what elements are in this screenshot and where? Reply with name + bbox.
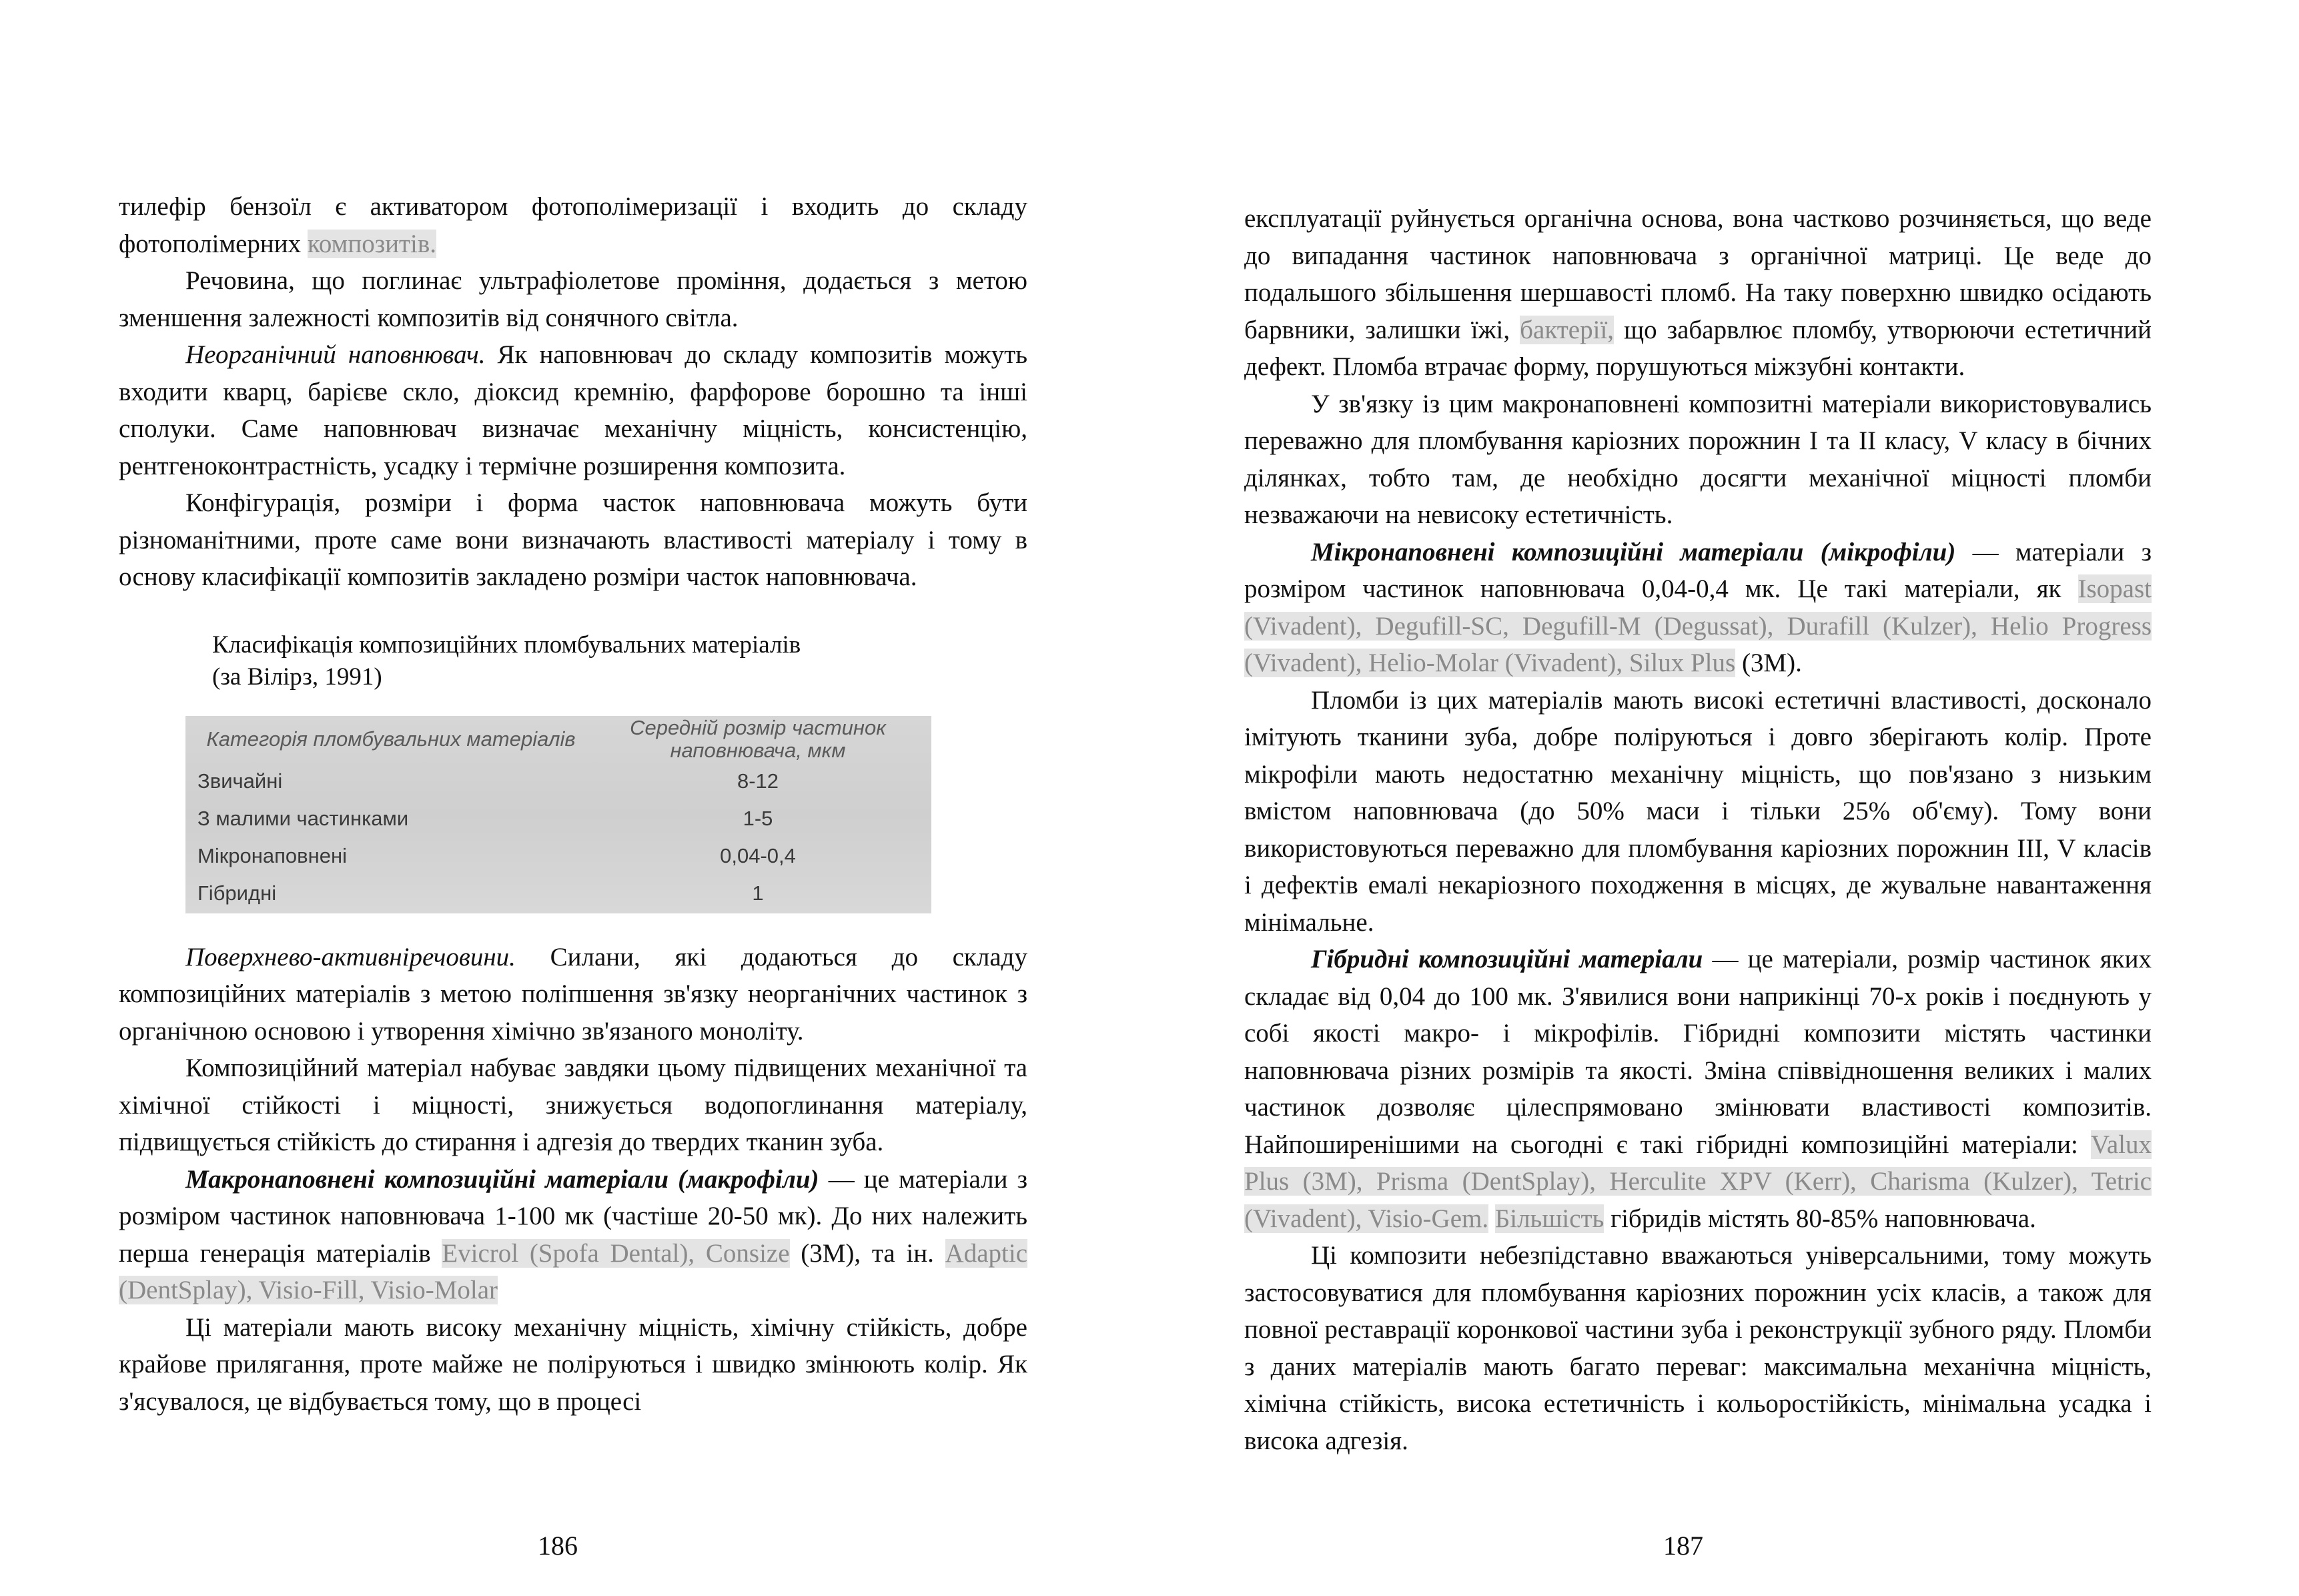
table-row: Мікронаповнені 0,04-0,4 — [197, 843, 796, 867]
paragraph: Конфігурація, розміри і форма часток наповнювача можуть бути різноманітними, проте саме вони визначають властивості матеріалу і тому в основу класифікації композитів закладено розміри часток наповнювача. — [119, 488, 1027, 591]
paragraph: Ці композити небезпідставно вважаються універсальними, тому можуть застосовуватися для пломбування каріозних порожнин усіх класів, а також для повної реставрації коронкової частини зуба і реконструкції зубного ряду. Пломби з даних матеріалів мають багато переваг: максимальна механічна міцність, хімічна стійкість, висока естетичність і кольоростійкість, мінімальна усадка і висока адгезія. — [1244, 1241, 2152, 1455]
term: Неорганічний наповнювач. — [185, 340, 486, 369]
table-row: Звичайні 8-12 — [197, 769, 779, 793]
paragraph: Речовина, що поглинає ультрафіолетове проміння, додається з метою зменшення залежності композитів від сонячного світла. — [119, 266, 1027, 332]
paragraph: Макронаповнені композиційні матеріали (макрофіли) — це матеріали з розміром частинок наповнювача 1-100 мк (частіше 20-50 мк). До них належить перша генерація матеріалів Evicrol (Spofa Dental), Consize (3M), та ін. Adaptic (DentSplay), Visio-Fill, Visio-Molar — [119, 1164, 1028, 1304]
term: Мікронаповнені композиційні матеріали (мікрофіли) — [1311, 537, 1956, 566]
table-row: Гібридні 1 — [197, 881, 764, 905]
paragraph: Композиційний матеріал набуває завдяки цьому підвищених механічної та хімічної стійкості і міцності, знижується водопоглинання матеріалу, підвищується стійкість до стирання і адгезія до твердих тканин зуба. — [119, 1054, 1027, 1156]
term: Поверхнево-активніречовини. — [185, 942, 516, 971]
right-text-column — [1244, 200, 2152, 1459]
paragraph: Ці матеріали мають високу механічну міцність, хімічну стійкість, добре крайове прилягання, проте майже не поліруються і швидко змінюють колір. Як з'ясувалося, це відбувається тому, що в процесі — [119, 1312, 1027, 1416]
table-header: Середній розмір частинок наповнювача, мкм — [630, 715, 886, 762]
paragraph: Неорганічний наповнювач. Як наповнювач до складу композитів можуть входити кварц, барієве скло, діоксид кремнію, фарфорове борошно та інші сполуки. Саме наповнювач визначає механічну міцність, консистенцію, рентгеноконтрастність, усадку і термічне розширення композита. — [119, 340, 1027, 480]
classification-table — [185, 716, 931, 913]
page-number: 187 — [1663, 1531, 1703, 1561]
paragraph: Мікронаповнені композиційні матеріали (мікрофіли) — матеріали з розміром частинок наповнювача 0,04-0,4 мк. Це такі матеріали, як Isopast (Vivadent), Degufill-SC, Degufill-M (Degussat), Durafill (Kulzer), Helio Progress (Vivadent), Helio-Molar (Vivadent), Silux Plus (3M). — [1244, 537, 2152, 677]
paragraph: Пломби із цих матеріалів мають високі естетичні властивості, досконало імітують тканини зуба, добре поліруються і довго зберігають колір. Проте мікрофіли мають недостатню механічну міцність, що пов'язано з низьким вмістом наповнювача (до 50% маси і тільки 25% об'єму). Тому вони використовуються переважно для пломбування каріозних порожнин III, V класів і дефектів емалі некаріозного походження в місцях, де жувальне навантаження мінімальне. — [1244, 685, 2152, 937]
paragraph: тилефір бензоїл є активатором фотополімеризації і входить до складу фотополімерних композитів. — [119, 192, 1027, 258]
page-number: 186 — [538, 1531, 578, 1561]
paragraph: Гібридні композиційні матеріали — це матеріали, розмір частинок яких складає від 0,04 до 100 мк. З'явилися вони наприкінці 70-х років і поєднують у собі якості макро- і мікрофілів. Гібридні композити містять частинки наповнювача різних розмірів та якості. Зміна співвідношення великих і малих частинок дозволяє цілеспрямовано змінювати властивості композитів. Найпоширенішими на сьогодні є такі гібридні композиційні матеріали: Valux Plus (3M), Prisma (DentSplay), Herculite XPV (Kerr), Charisma (Kulzer), Tetric (Vivadent), Visio-Gem. Більшість гібридів містять 80-85% наповнювача. — [1244, 945, 2152, 1233]
paragraph: експлуатації руйнується органічна основа, вона частково розчиняється, що веде до випадання частинок наповнювача з органічної матриці. Це веде до подальшого збільшення шершавості пломб. На таку поверхню швидко осідають барвники, залишки їжі, бактерії, що забарвлює пломбу, утворюючи естетичний дефект. Пломба втрачає форму, порушуються міжзубні контакти. — [1244, 204, 2152, 381]
left-text-column — [119, 188, 1027, 1420]
highlighted-text: композитів. — [307, 229, 437, 258]
table-header: Категорія пломбувальних матеріалів — [206, 727, 576, 751]
paragraph: У зв'язку із цим макронаповнені композитні матеріали використовувались переважно для пломбування каріозних порожнин I та II класу, V класу в бічних ділянках, тобто там, де необхідно досягти механічної міцності пломби незважаючи на невисоку естетичність. — [1244, 389, 2152, 529]
right-page — [1150, 0, 2299, 1596]
table-caption: Класифікація композиційних пломбувальних матеріалів (за Вілірз, 1991) — [212, 631, 801, 691]
table-row: З малими частинками 1-5 — [197, 806, 773, 830]
term: Макронаповнені композиційні матеріали (макрофіли) — [185, 1164, 819, 1194]
paragraph: Поверхнево-активніречовини. Силани, які додаються до складу композиційних матеріалів з метою поліпшення зв'язку неорганічних частинок з органічною основою і утворення хімічно зв'язаного моноліту. — [119, 942, 1027, 1046]
term: Гібридні композиційні матеріали — [1311, 945, 1703, 973]
